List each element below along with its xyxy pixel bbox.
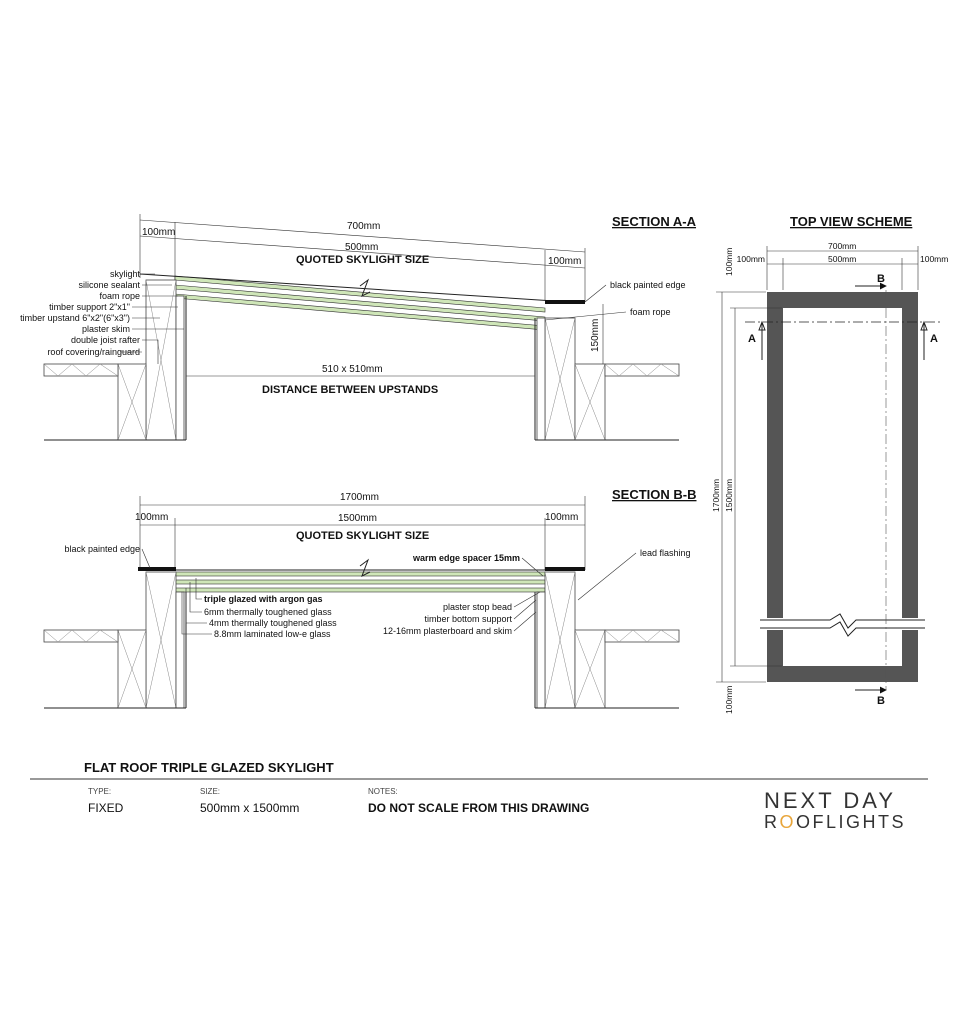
section-b-spacer-label: warm edge spacer 15mm: [412, 553, 520, 563]
section-b-dim-overall: 1700mm: [340, 492, 379, 503]
label-foam-rope: foam rope: [99, 291, 140, 301]
logo-o-accent: O: [779, 812, 797, 832]
section-b-black-edge-label: black painted edge: [64, 544, 140, 554]
logo-line-2: [764, 812, 906, 833]
top-view-dim-left: 100mm: [736, 254, 765, 264]
section-b-quoted-label: QUOTED SKYLIGHT SIZE: [296, 530, 430, 542]
logo-line-1: NEXT DAY: [764, 788, 896, 813]
top-view-dim-width: 700mm: [828, 241, 857, 251]
label-roof-covering: roof covering/rainguard: [47, 347, 140, 357]
top-view-marker-b-top: B: [877, 273, 885, 285]
section-b-dim-left: 100mm: [135, 512, 169, 523]
section-b-glass-layer-1: 6mm thermally toughened glass: [204, 607, 332, 617]
footer-type-label: TYPE:: [88, 787, 112, 796]
section-b-timber-bottom: timber bottom support: [424, 614, 512, 624]
section-a-quoted-label: QUOTED SKYLIGHT SIZE: [296, 254, 430, 266]
section-b-glass-layer-2: 4mm thermally toughened glass: [209, 618, 337, 628]
section-b-drawing: [44, 487, 697, 708]
section-a-upstand-size: 510 x 510mm: [322, 364, 383, 375]
label-silicone: silicone sealant: [78, 280, 140, 290]
section-a-dim-inner: 500mm: [345, 242, 379, 253]
top-view-marker-a-right: A: [930, 333, 938, 345]
label-timber-support: timber support 2"x1": [49, 302, 130, 312]
top-view-marker-a-left: A: [748, 333, 756, 345]
logo-r: R: [764, 812, 780, 832]
section-b-title: SECTION B-B: [612, 487, 697, 502]
section-b-plasterboard: 12-16mm plasterboard and skim: [382, 626, 512, 636]
section-a-height-dim: 150mm: [590, 318, 601, 352]
section-a-drawing: [20, 214, 696, 440]
label-skylight: skylight: [109, 269, 140, 279]
footer-notes-value: DO NOT SCALE FROM THIS DRAWING: [368, 801, 590, 815]
footer-notes-label: NOTES:: [368, 787, 398, 796]
label-plaster-skim: plaster skim: [81, 324, 130, 334]
section-a-dim-left: 100mm: [142, 227, 176, 238]
section-b-dim-right: 100mm: [545, 512, 579, 523]
footer-size-value: 500mm x 1500mm: [200, 801, 300, 815]
section-b-glass-layer-3: 8.8mm laminated low-e glass: [214, 629, 331, 639]
footer-size-label: SIZE:: [200, 787, 221, 796]
section-a-dim-right: 100mm: [548, 256, 582, 267]
footer-type-value: FIXED: [88, 801, 124, 815]
section-b-plaster-stop: plaster stop bead: [442, 602, 512, 612]
footer-title: FLAT ROOF TRIPLE GLAZED SKYLIGHT: [84, 760, 334, 775]
top-view-dim-inner-width: 500mm: [828, 254, 857, 264]
label-timber-upstand: timber upstand 6"x2"(6"x3"): [20, 313, 130, 323]
top-view-dim-height: 1700mm: [711, 478, 721, 512]
section-b-triple-label: triple glazed with argon gas: [204, 594, 323, 604]
top-view-dim-top: 100mm: [724, 247, 734, 276]
section-a-upstand-label: DISTANCE BETWEEN UPSTANDS: [262, 384, 439, 396]
section-a-foam-rope-label: foam rope: [630, 307, 671, 317]
section-b-dim-inner: 1500mm: [338, 513, 377, 524]
top-view-dim-bottom: 100mm: [724, 685, 734, 714]
section-b-lead-label: lead flashing: [640, 548, 691, 558]
section-a-black-edge-label: black painted edge: [610, 280, 686, 290]
top-view-dim-inner-height: 1500mm: [724, 478, 734, 512]
top-view-drawing: [711, 214, 948, 714]
top-view-marker-b-bottom: B: [877, 695, 885, 707]
section-a-dim-overall: 700mm: [347, 221, 381, 232]
top-view-title: TOP VIEW SCHEME: [790, 214, 913, 229]
label-double-joist: double joist rafter: [70, 335, 140, 345]
logo-rest: OFLIGHTS: [796, 812, 907, 832]
top-view-dim-right: 100mm: [920, 254, 949, 264]
section-a-title: SECTION A-A: [612, 214, 697, 229]
